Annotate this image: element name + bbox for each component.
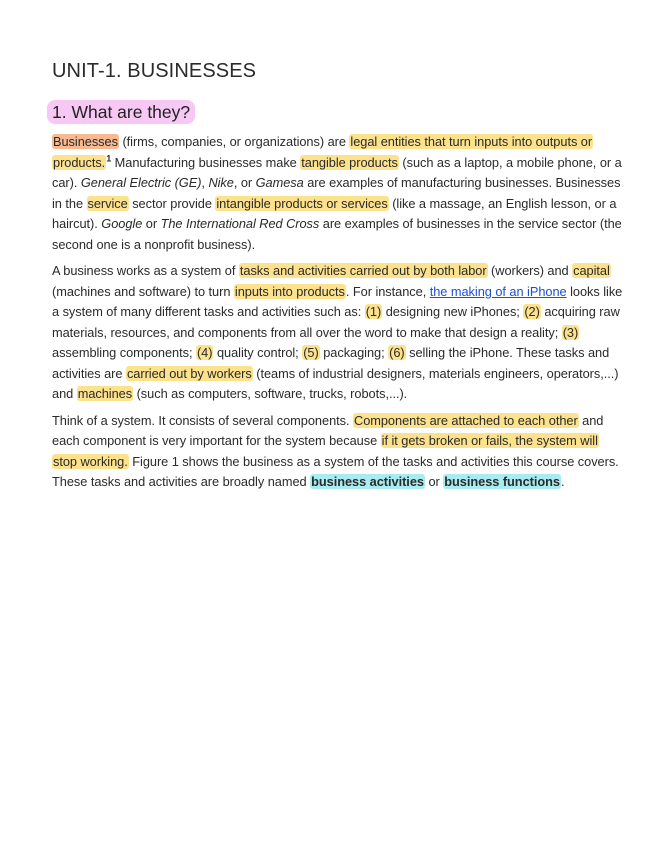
highlight-business-activities: business activities [311,474,424,489]
italic-red-cross: The International Red Cross [160,216,320,231]
text: (such as computers, software, trucks, robots,...). [133,386,408,401]
text: selling the iPhone. These tasks and activities are [52,345,610,381]
italic-nike: Nike [208,175,234,190]
text: or [424,474,444,489]
text: . For instance, [345,283,430,299]
highlight-tangible-products: tangible products [301,154,398,170]
text: (such as a laptop, a mobile phone, or a car). [52,154,622,190]
text: and each component is very important for the system because [52,412,604,448]
text: . [560,474,565,489]
italic-ge: General Electric (GE) [80,175,202,190]
text: (workers) and [487,263,573,278]
text: (teams of industrial designers, materials engineers, operators,...) and [52,365,619,401]
text: assembling components; [52,345,196,360]
document-title: UNIT-1. BUSINESSES [52,60,257,82]
footnote-marker[interactable]: 1 [106,153,112,164]
text: acquiring raw materials, resources, and components from all over the word to make that design a reality; [52,304,620,340]
highlight-legal-entities: legal entities that turn inputs into outputs or products. [53,134,593,170]
text: packaging; [319,345,389,360]
text: , [201,175,209,190]
text: Figure 1 shows the business as a system of the tasks and activities this course covers. These tasks and activities are broadly named [52,453,619,489]
highlight-inputs-into-products: inputs into products [234,283,345,299]
highlight-intangible-products: intangible products or services [216,195,388,211]
text: are examples of manufacturing businesses. Businesses in the [52,175,621,211]
text: or [142,216,161,231]
highlight-components-attached: Components are attached to each other [354,412,578,428]
highlight-step-3: (3) [562,324,579,340]
italic-google: Google [101,216,143,231]
highlight-step-1: (1) [365,304,382,319]
highlight-tasks-activities: tasks and activities carried out by both labor [239,263,487,278]
paragraph-2 [52,261,624,405]
text: looks like a system of many different tasks and activities such as: [52,283,623,319]
text: , or [233,175,256,190]
text: A business works as a system of [52,263,239,278]
text: designing new iPhones; [382,304,524,319]
highlight-step-4: (4) [196,345,213,360]
document-page [52,58,624,499]
paragraph-3 [52,411,624,493]
text: (machines and software) to turn [52,283,234,299]
highlight-step-6: (6) [389,345,405,360]
highlight-business-functions: business functions [444,474,560,489]
highlight-machines: machines [77,386,133,401]
text: (firms, companies, or organizations) are [118,134,350,149]
iphone-link[interactable]: the making of an iPhone [429,283,567,299]
highlight-carried-out-by-workers: carried out by workers [126,365,252,381]
text: Manufacturing businesses make [111,154,301,170]
text: Think of a system. It consists of several components. [52,412,353,428]
highlight-step-5: (5) [303,345,319,360]
paragraph-1 [52,132,624,255]
highlight-capital: capital [573,263,610,278]
highlight-system-stops: if it gets broken or fails, the system will stop working. [53,433,598,469]
text: (like a massage, an English lesson, or a haircut). [52,195,617,231]
highlight-step-2: (2) [524,304,540,319]
text: are examples of businesses in the service sector (the second one is a nonprofit business). [52,216,622,252]
highlight-term-businesses: Businesses [53,134,118,149]
highlight-service: service [87,195,128,211]
text: sector provide [128,195,216,211]
italic-gamesa: Gamesa [255,175,304,190]
text: quality control; [213,345,303,360]
section-heading: 1. What are they? [47,100,195,124]
